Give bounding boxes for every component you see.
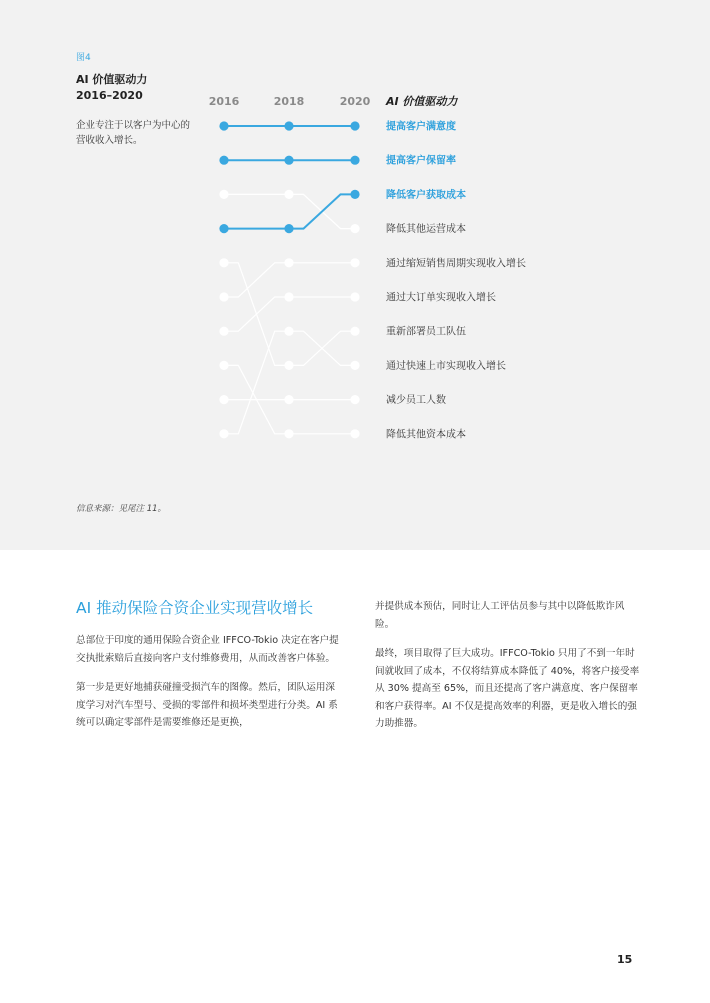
series-1-point-2016 [219,121,228,130]
figure-label: 图4 [76,53,91,63]
series-5-point-2018 [284,258,293,267]
article-left-column [76,632,341,744]
series-label-10: 降低其他资本成本 [386,429,466,441]
series-1-point-2020 [350,121,359,130]
series-4-point-2020 [350,224,359,233]
series-8-point-2020 [350,361,359,370]
series-label-9: 减少员工人数 [386,395,446,407]
series-7-point-2018 [284,361,293,370]
series-6-point-2018 [284,292,293,301]
left-paragraph-1: 总部位于印度的通用保险合资企业 IFFCO-Tokio 决定在客户提交执批索赔后直接向客户支付维修费用，从而改善客户体验。 [76,635,339,664]
series-7-point-2016 [219,258,228,267]
series-1-point-2018 [284,121,293,130]
series-line-6 [224,297,355,331]
right-paragraph-1: 并提供成本预估，同时让人工评估员参与其中以降低欺诈风险。 [375,601,625,630]
series-10-point-2018 [284,429,293,438]
article-right-column [375,598,640,745]
series-label-6: 通过大订单实现收入增长 [386,292,496,304]
series-2-point-2018 [284,156,293,165]
year-label-2016: 2016 [208,95,240,108]
left-paragraph-2: 第一步是更好地捕获碰撞受损汽车的图像。然后，团队运用深度学习对汽车型号、受损的零部件和损坏类型进行分类。AI 系统可以确定零部件是需要维修还是更换， [76,682,338,728]
series-9-point-2018 [284,395,293,404]
series-4-point-2018 [284,190,293,199]
series-7-point-2020 [350,327,359,336]
figure-title-line2: 2016–2020 [76,89,143,102]
series-label-7: 重新部署员工队伍 [386,326,466,338]
series-3-point-2016 [219,224,228,233]
series-6-point-2020 [350,292,359,301]
year-label-2020: 2020 [339,95,371,108]
series-5-point-2016 [219,292,228,301]
series-line-8 [224,331,355,434]
series-label-3: 降低客户获取成本 [386,189,466,201]
page-number: 15 [617,953,633,966]
series-2-point-2020 [350,156,359,165]
figure-description: 企业专注于以客户为中心的营收收入增长。 [76,120,191,146]
year-label-2018: 2018 [273,95,305,108]
article-title: AI 推动保险合资企业实现营收增长 [76,599,314,617]
series-4-point-2016 [219,190,228,199]
series-5-point-2020 [350,258,359,267]
series-3-point-2018 [284,224,293,233]
series-label-4: 降低其他运营成本 [386,224,466,236]
series-line-5 [224,263,355,297]
chart-header-label: AI 价值驱动力 [386,95,458,108]
series-9-point-2020 [350,395,359,404]
series-label-2: 提高客户保留率 [386,155,456,167]
figure-source: 信息来源：见尾注 11。 [76,504,167,514]
figure-title-line1: AI 价值驱动力 [76,73,148,86]
series-10-point-2020 [350,429,359,438]
right-paragraph-2: 最终，项目取得了巨大成功。IFFCO-Tokio 只用了不到一年时间就收回了成本，不仅将结算成本降低了 40%，将客户接受率从 30% 提高至 65%，而且还提高了客户满意度、客户保留率和客户获得率。AI 不仅是提高效率的利器，更是收入增长的强力助推器。 [375,648,640,729]
series-8-point-2018 [284,327,293,336]
series-9-point-2016 [219,395,228,404]
series-8-point-2016 [219,429,228,438]
series-2-point-2016 [219,156,228,165]
series-6-point-2016 [219,327,228,336]
series-10-point-2016 [219,361,228,370]
series-line-7 [224,263,355,366]
series-label-5: 通过缩短销售周期实现收入增长 [386,258,526,270]
series-3-point-2020 [350,190,359,199]
series-label-1: 提高客户满意度 [386,121,456,133]
series-label-8: 通过快速上市实现收入增长 [386,360,506,372]
